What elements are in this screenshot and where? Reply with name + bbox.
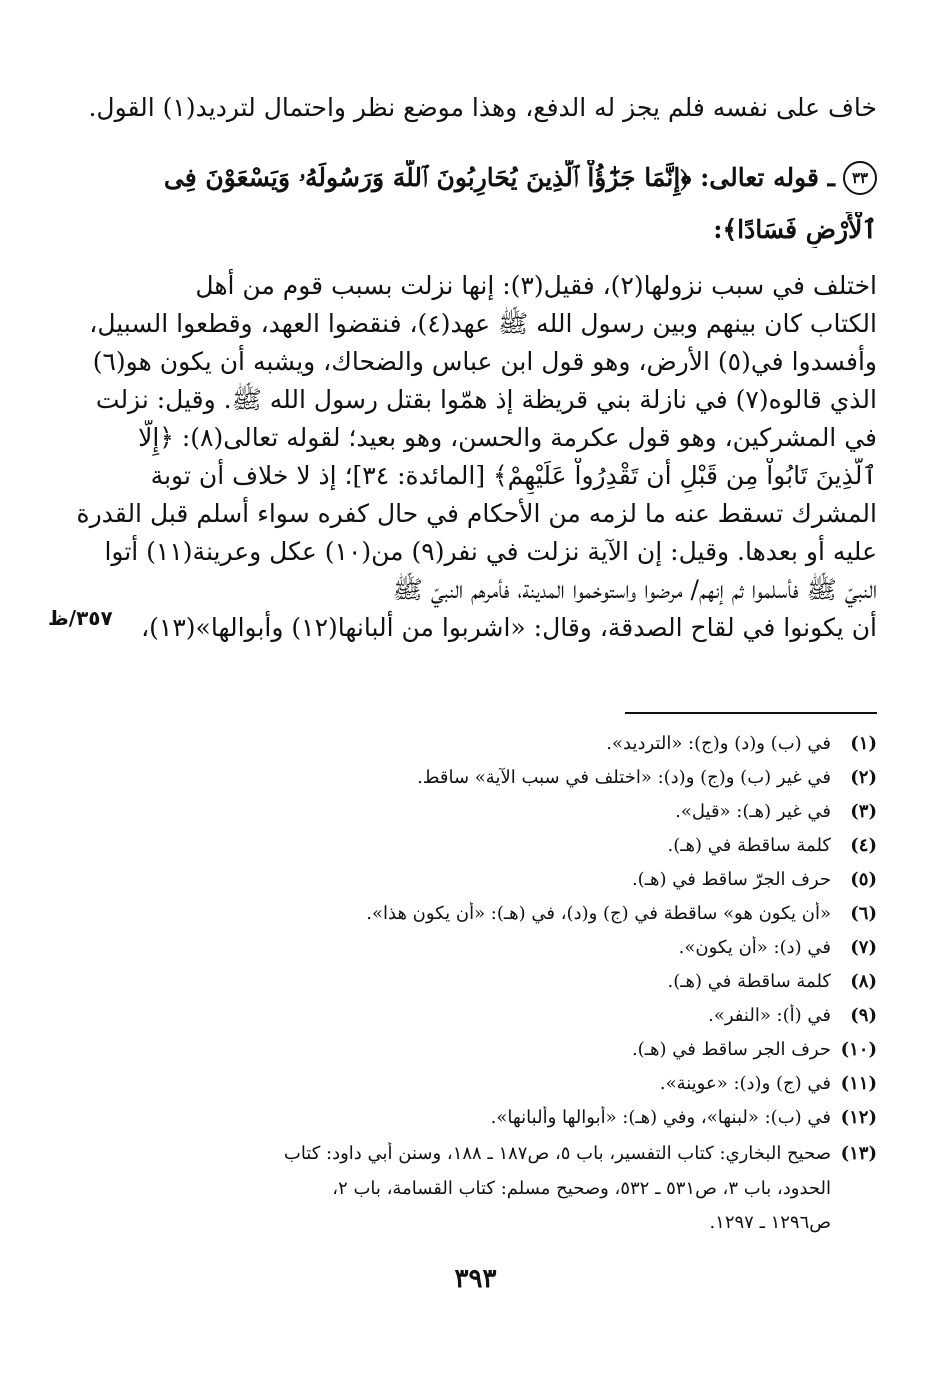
footnote-text: صحيح البخاري: كتاب التفسير، باب ٥، ص١٨٧ ـ ١٨٨، وسنن أبي داود: كتاب: [283, 1143, 831, 1164]
footnote-text: في غير (ب) و(ج) و(د): «اختلف في سبب الآية» ساقط.: [417, 767, 831, 788]
paragraph-line: المشرك تسقط عنه ما لزمه من الأحكام في حال كفره سواء أسلم قبل القدرة: [76, 499, 877, 528]
footnote: [74, 902, 877, 926]
footnote-number: (٨): [850, 971, 877, 992]
page-number: ٣٩٣: [454, 1264, 497, 1294]
footnote: [74, 936, 877, 960]
paragraph-line: الكتاب كان بينهم وبين رسول الله ﷺ عهد(٤)، فنقضوا العهد، وقطعوا السبيل،: [89, 309, 877, 338]
footnote-text: «أن يكون هو» ساقطة في (ج) و(د)، في (هـ): «أن يكون هذا».: [366, 903, 831, 924]
footnote: [74, 970, 877, 994]
footnote-text: كلمة ساقطة في (هـ).: [667, 971, 831, 992]
paragraph-line: وأفسدوا في(٥) الأرض، وهو قول ابن عباس والضحاك، ويشبه أن يكون هو(٦): [92, 347, 877, 376]
paragraph-line: في المشركين، وهو قول عكرمة والحسن، وهو بعيد؛ لقوله تعالى(٨): ﴿إِلَّا: [138, 423, 877, 452]
footnote-number: (٣): [850, 801, 877, 822]
paragraph-line: النبيّ ﷺ فأسلموا ثم إنهم/ مرضوا واستوخموا المدينة، فأمرهم النبيّ ﷺ: [392, 575, 877, 604]
paragraph-line: الذي قالوه(٧) في نازلة بني قريظة إذ همّوا بقتل رسول الله ﷺ. وقيل: نزلت: [95, 385, 877, 414]
verse-heading: [74, 160, 877, 196]
footnote: [74, 766, 877, 790]
footnote: [74, 1106, 877, 1130]
footnote: [74, 1038, 877, 1062]
footnote-text: في (ب): «لبنها»، وفي (هـ): «أبوالها وألبانها».: [490, 1107, 831, 1128]
footnote-continuation: ص١٢٩٦ ـ ١٢٩٧.: [709, 1212, 831, 1233]
footnote-number: (٢): [850, 767, 877, 788]
footnote: [74, 1004, 877, 1028]
verse-heading-text: ـ قوله تعالى: ﴿إِنَّمَا جَزَٰٓؤُاْ ٱلَّذِينَ يُحَارِبُونَ ٱللَّهَ وَرَسُولَهُۥ وَيَسْعَوْنَ فِى: [163, 163, 835, 192]
footnote-number: (٧): [850, 937, 877, 958]
footnote-number: (١٢): [840, 1107, 877, 1128]
footnote-text: حرف الجرّ ساقط في (هـ).: [631, 869, 831, 890]
footnote-number: (١١): [840, 1073, 877, 1094]
footnote-divider: [625, 712, 877, 714]
footnote-number: (٩): [850, 1005, 877, 1026]
footnote: [74, 800, 877, 824]
footnote: [74, 834, 877, 858]
footnote-number: (٥): [850, 869, 877, 890]
footnote-text: كلمة ساقطة في (هـ).: [667, 835, 831, 856]
paragraph-line: أن يكونوا في لقاح الصدقة، وقال: «اشربوا من ألبانها(١٢) وأبوالها»(١٣)،: [141, 613, 877, 642]
paragraph-line: ٱلَّذِينَ تَابُواْ مِن قَبْلِ أَن تَقْدِرُواْ عَلَيْهِمْ﴾ [المائدة: ٣٤]؛ إذ لا خلاف أن توبة: [150, 461, 877, 490]
paragraph-line: اختلف في سبب نزولها(٢)، فقيل(٣): إنها نزلت بسبب قوم من أهل: [195, 271, 877, 300]
verse-number-badge: ٣٣: [843, 161, 877, 195]
footnote: [74, 1072, 877, 1096]
footnote: [74, 1142, 877, 1166]
footnote-number: (١): [850, 733, 877, 754]
footnote-text: في (ب) و(د) و(ج): «الترديد».: [606, 733, 831, 754]
main-text-line: خاف على نفسه فلم يجز له الدفع، وهذا موضع نظر واحتمال لترديد(١) القول.: [88, 93, 877, 122]
margin-folio-note: ٣٥٧/ظ: [48, 606, 113, 630]
footnote-number: (١٣): [840, 1143, 877, 1164]
footnote-text: في (د): «أن يكون».: [678, 937, 831, 958]
footnote-number: (٦): [850, 903, 877, 924]
footnote-number: (٤): [850, 835, 877, 856]
footnote: [74, 732, 877, 756]
footnote-number: (١٠): [840, 1039, 877, 1060]
footnote-text: في (ج) و(د): «عوينة».: [659, 1073, 831, 1094]
footnote-continuation: الحدود، باب ٣، ص٥٣١ ـ ٥٣٢، وصحيح مسلم: كتاب القسامة، باب ٢،: [332, 1178, 831, 1199]
verse-heading-text: ٱلْأَرْضِ فَسَادًا﴾:: [713, 215, 877, 244]
footnote-text: حرف الجر ساقط في (هـ).: [631, 1039, 831, 1060]
paragraph-line: عليه أو بعدها. وقيل: إن الآية نزلت في نفر(٩) من(١٠) عكل وعرينة(١١) أتوا: [104, 537, 877, 566]
footnote: [74, 868, 877, 892]
footnote-text: في (أ): «النفر».: [708, 1005, 831, 1026]
footnote-text: في غير (هـ): «قيل».: [675, 801, 831, 822]
